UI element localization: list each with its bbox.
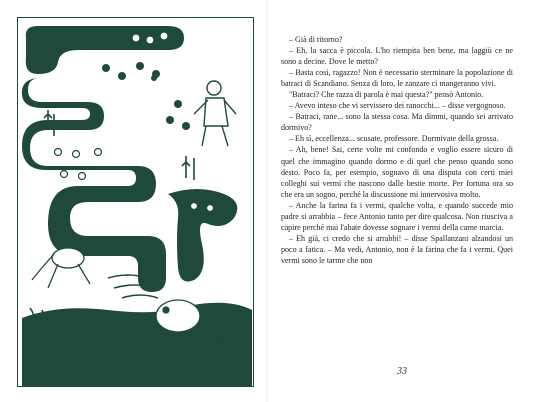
paragraph: – Eh già, ci credo che si arrabbi! – disse Spallanzani alzandosi un poco a fatica. – Ma vedi, Antonio, non è la farina che fa i vermi. Quei vermi sono le tarme che non	[281, 233, 513, 265]
paragraph: – Avevo inteso che vi servissero dei ranocchi... – disse vergognoso.	[289, 101, 506, 111]
right-page	[268, 0, 536, 402]
pond-illustration	[18, 18, 253, 386]
paragraph: "Batraci? Che razza di parola è mai questa?" pensò Antonio.	[289, 90, 484, 100]
illustration-frame	[17, 17, 254, 387]
paragraph: – Anche la farina fa i vermi, qualche volta, e quando succede mio padre si arrabbia – fece Antonio tanto per dire qualcosa. Non riusciva a capire perché mai l'abate dovesse sognare i vermi della carne marcia.	[281, 200, 513, 232]
paragraph: – Basta così, ragazzo! Non è necessario sterminare la popolazione di batraci di Scandiano. Senza di loro, le zanzare ci mangeranno vivi.	[281, 68, 513, 89]
story-text	[281, 34, 513, 266]
river-snake	[22, 78, 166, 292]
page-number: 33	[397, 366, 407, 377]
paragraph: – Eh sì, eccellenza... scusate, professore. Dormivate della grossa.	[289, 134, 499, 144]
boy-figure	[194, 81, 236, 146]
pond-bottom	[22, 303, 252, 386]
river-right	[168, 189, 237, 282]
paragraph: – Già di ritorno?	[289, 35, 343, 44]
paragraph: – Ah, bene! Sai, certe volte mi confondo e voglio essere sicuro di quel che immagino quando dormo e di quel che penso quando sono desto. Poco fa, per esempio, sognavo di una disputa con certi miei colleghi sui vermi che nascono dalle bestie morte. Per fortuna ora so che era un sogno, perché la discussione mi innervosiva molto.	[281, 145, 513, 199]
paragraph: – Batraci, rane... sono la stessa cosa. Ma dimmi, quando sei arrivato dormivo?	[281, 112, 513, 133]
paragraph: – Eh, la sacca è piccola. L'ho riempita ben bene, ma laggiù ce ne sono a decine. Dove le metto?	[281, 46, 513, 67]
